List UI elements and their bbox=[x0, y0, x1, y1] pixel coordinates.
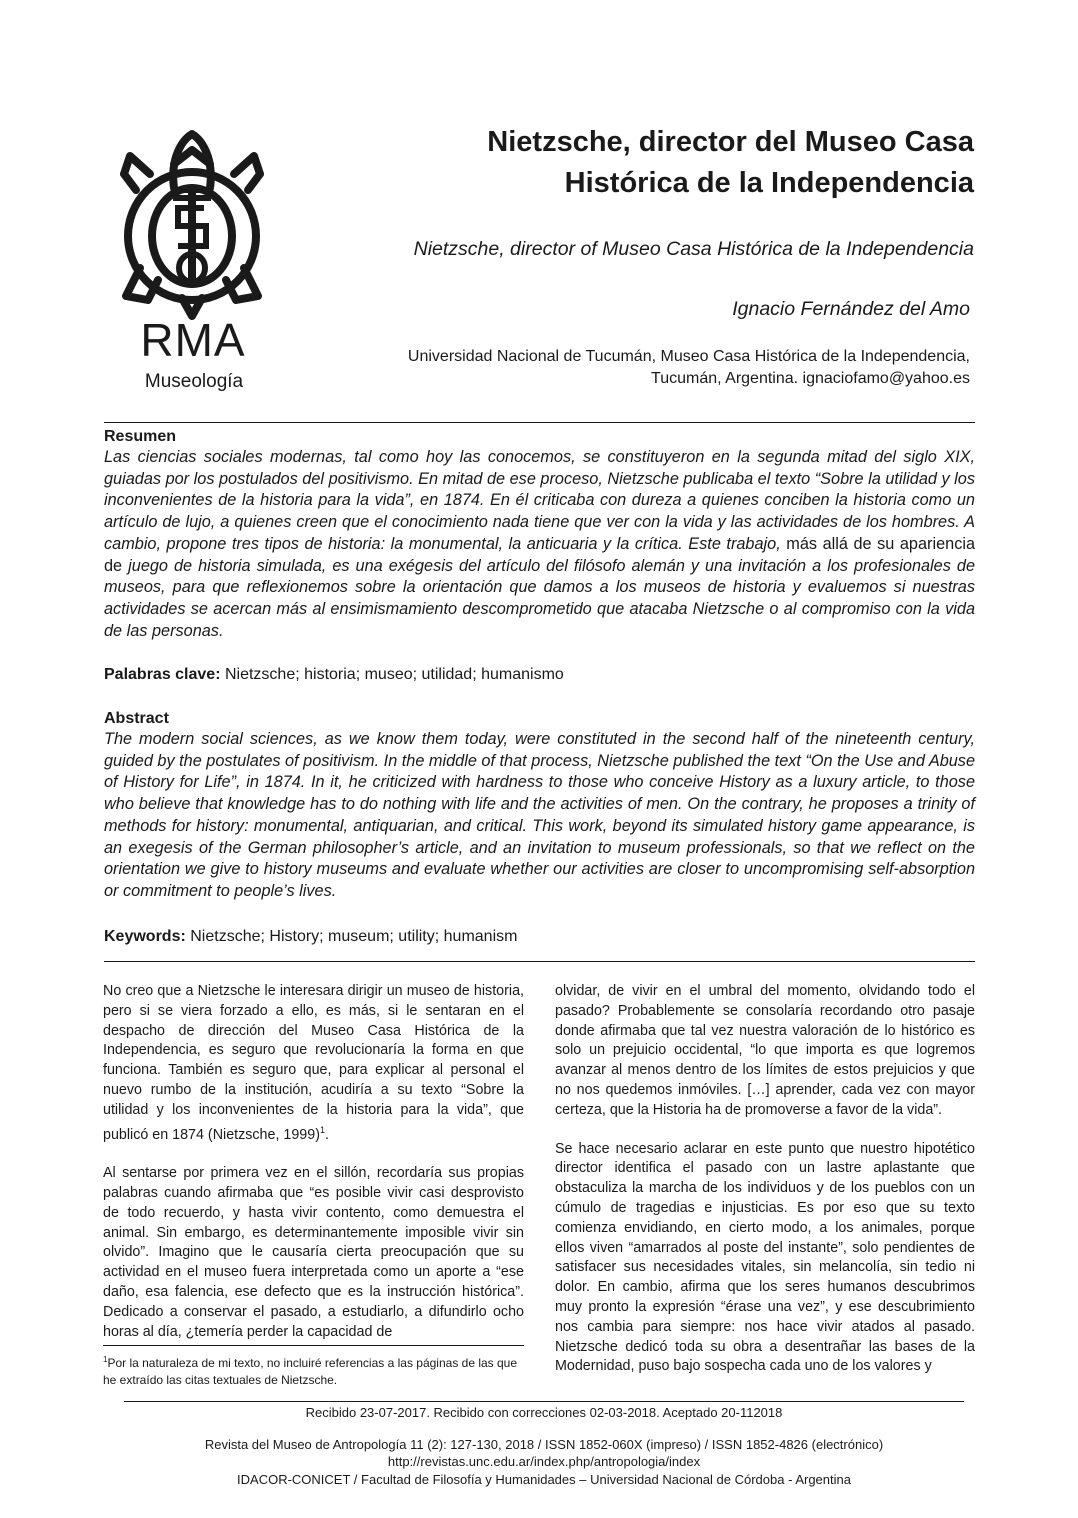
footnote-mark: 1 bbox=[103, 1355, 108, 1364]
body-left-column bbox=[103, 982, 524, 1361]
palabras-clave-label: Palabras clave: bbox=[104, 666, 221, 683]
resumen-text-part: juego de historia simulada bbox=[128, 556, 322, 575]
resumen-text-part: Las ciencias sociales modernas, tal como hoy las conocemos, se constituyeron en la segunda mitad del siglo XIX, guiadas por los postulados del positivismo. En mitad de ese proceso, Nietzsche publicaba el texto “Sobre la utilidad y los inconvenientes de la historia para la vida”, en 1874. En él criticaba con dureza a quienes conciben la historia como un artículo de lujo, a quienes creen que el conocimiento nada tiene que ver con la vida y las actividades de los hombres. A cambio, propone tres tipos de historia: la monumental, la anticuaria y la crítica. Este trabajo, bbox=[104, 448, 975, 553]
journal-citation: Revista del Museo de Antropología 11 (2): 127-130, 2018 / ISSN 1852-060X (impreso) / ISSN 1852-4826 (electrónico) bbox=[204, 1436, 884, 1452]
footnote-divider bbox=[103, 1345, 524, 1346]
body-right-column bbox=[555, 982, 975, 1396]
footer-divider bbox=[124, 1401, 964, 1402]
footnote-text: Por la naturaleza de mi texto, no incluiré referencias a las páginas de las que he extraído las citas textuales de Nietzsche. bbox=[103, 1356, 518, 1387]
footnote bbox=[103, 1351, 524, 1389]
abstract-divider bbox=[104, 961, 975, 962]
body-paragraph bbox=[103, 982, 524, 1145]
abstract-heading: Abstract bbox=[104, 710, 169, 727]
article-title-line: Nietzsche, director del Museo Casa bbox=[487, 126, 974, 158]
body-text: No creo que a Nietzsche le interesara dirigir un museo de historia, pero si se viera forzado a ello, es más, si le sentaran en el despacho de dirección del Museo Casa Histórica de la Independencia, es seguro que revolucionaría la forma en que funciona. También es seguro que, para explicar al personal el nuevo rumbo de la institución, acudiría a su texto “Sobre la utilidad y los inconvenientes de la historia para la vida”, que publicó en 1874 (Nietzsche, 1999) bbox=[103, 983, 524, 1143]
footnote-ref: 1 bbox=[319, 1124, 325, 1135]
author-name: Ignacio Fernández del Amo bbox=[732, 298, 970, 320]
journal-url[interactable]: http://revistas.unc.edu.ar/index.php/antropologia/index bbox=[387, 1454, 701, 1469]
article-title bbox=[380, 122, 974, 204]
palabras-clave-value: Nietzsche; historia; museo; utilidad; humanismo bbox=[220, 666, 564, 683]
body-paragraph: Se hace necesario aclarar en este punto que nuestro hipotético director identifica el pasado con un lastre aplastante que obstaculiza la marcha de los individuos y de los pueblos con un cúmulo de tragedias e injusticias. Es por eso que su texto comienza envidiando, en cierto modo, a los animales, porque ellos viven “amarrados al poste del instante”, solo pendientes de satisfacer sus necesidades vitales, sin melancolía, sin tedio ni dolor. En cambio, afirma que los seres humanos descubrimos muy pronto la expresión “érase una vez”, y ese descubrimiento nos cambia para siempre: nos hace vivir atados al pasado. Nietzsche dedicó toda su obra a desentrañar las bases de la Modernidad, puso bajo sospecha cada uno de los valores y bbox=[555, 1140, 975, 1375]
article-title-line: Histórica de la Independencia bbox=[564, 167, 974, 199]
resumen-text-part: , es una exégesis del artículo del filósofo alemán y una invitación a los profesionales de museos, para que reflexionemos sobre la orientación que damos a los museos de historia y evaluemos si nuestras actividades se acercan más al ensimismamiento descomprometido que atacaba Nietzsche o al compromiso con la vida de las personas. bbox=[104, 556, 975, 640]
resumen-text-part: más allá de su apariencia de bbox=[104, 534, 976, 575]
received-dates: Recibido 23-07-2017. Recibido con correcciones 02-03-2018. Aceptado 20-112018 bbox=[305, 1405, 783, 1420]
publisher-institution: IDACOR-CONICET / Facultad de Filosofía y Humanidades – Universidad Nacional de Córdoba - Argentina bbox=[237, 1471, 851, 1487]
article-subtitle: Nietzsche, director of Museo Casa Histórica de la Independencia bbox=[413, 238, 974, 260]
affiliation-line: Universidad Nacional de Tucumán, Museo Casa Histórica de la Independencia, bbox=[407, 348, 970, 365]
keywords bbox=[104, 926, 975, 948]
keywords-value: Nietzsche; History; museum; utility; humanism bbox=[185, 928, 518, 945]
header-divider bbox=[104, 422, 975, 423]
resumen-heading: Resumen bbox=[104, 428, 177, 445]
journal-section: Museología bbox=[144, 371, 244, 392]
abstract-text: The modern social sciences, as we know them today, were constituted in the second half of the nineteenth century, guided by the postulates of positivism. In the middle of that process, Nietzsche published the text “On the Use and Abuse of History for Life”, in 1874. In it, he criticized with hardness to those who conceive History as a luxury article, to those who believe that knowledge has to do nothing with life and the activities of men. On the contrary, he proposes a trinity of methods for history: monumental, antiquarian, and critical. This work, beyond its simulated history game appearance, is an exegesis of the German philosopher’s article, and an invitation to museum professionals, so that we reflect on the orientation we give to history museums and evaluate whether our activities are closer to uncompromising self-absorption or commitment to people’s lives. bbox=[104, 730, 975, 900]
resumen-text bbox=[104, 447, 975, 642]
body-text: . bbox=[325, 1126, 329, 1143]
footer bbox=[104, 1404, 984, 1488]
journal-logo-icon bbox=[112, 128, 272, 328]
affiliation-line: Tucumán, Argentina. ignaciofamo@yahoo.es bbox=[651, 370, 970, 387]
keywords-label: Keywords: bbox=[104, 928, 186, 945]
palabras-clave bbox=[104, 664, 975, 686]
body-paragraph: olvidar, de vivir en el umbral del momento, olvidando todo el pasado? Probablemente se consolaría recordando otro pasaje donde afirmaba que tal vez nuestra valoración de lo histórico es solo un prejuicio occidental, “lo que importa es que logremos avanzar al menos dentro de los límites de estos prejuicios y que no nos quedemos inmóviles. […] aprender, cada vez con mayor certeza, que la Historia ha de promoverse a favor de la vida”. bbox=[555, 983, 975, 1118]
journal-logo-text: RMA bbox=[140, 314, 246, 366]
body-paragraph: Al sentarse por primera vez en el sillón, recordaría sus propias palabras cuando afirmaba que “es posible vivir casi desprovisto de todo recuerdo, y hasta vivir contento, como demuestra el animal. Sin embargo, es determinantemente imposible vivir sin olvido”. Imagino que le causaría cierta preocupación que su actividad en el museo fuera interpretada como un aporte a “ese daño, esa falencia, ese defecto que es la instrucción histórica”. Dedicado a conservar el pasado, a estudiarlo, a difundirlo ocho horas al día, ¿temería perder la capacidad de bbox=[103, 1165, 524, 1340]
author-affiliation bbox=[340, 346, 970, 390]
